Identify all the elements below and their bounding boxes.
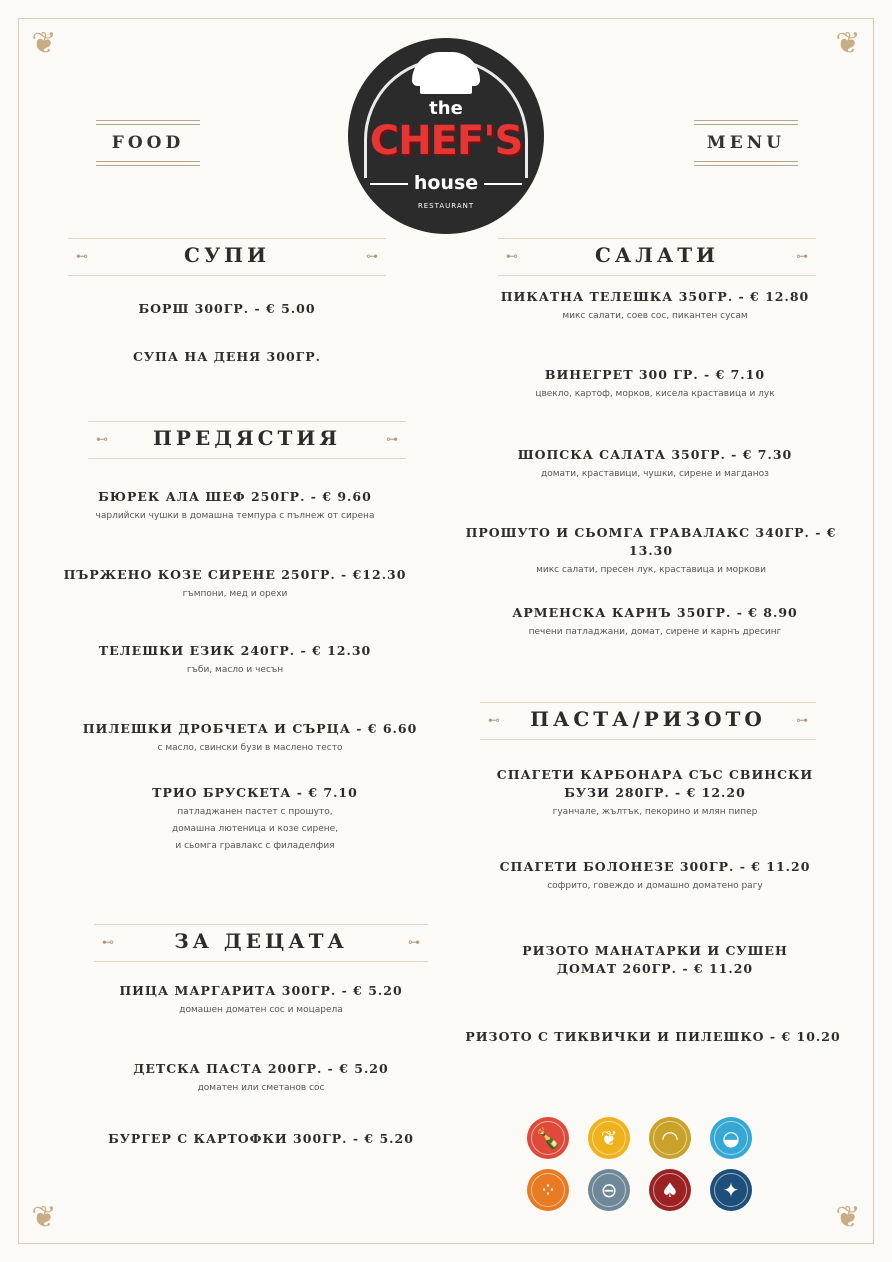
corner-ornament-icon: ❦ bbox=[31, 1200, 57, 1235]
ornament-icon: ⊶ bbox=[796, 249, 808, 263]
ornament-icon: ⊶ bbox=[796, 713, 808, 727]
menu-item: БУРГЕР С КАРТОФКИ 300ГР. - € 5.20 bbox=[108, 1131, 414, 1146]
section-header-starters bbox=[88, 421, 406, 459]
ornament-icon: ⊷ bbox=[102, 935, 114, 949]
shell-icon: ◒ bbox=[710, 1117, 752, 1159]
menu-item: ПРОШУТО И СЬОМГА ГРАВАЛАКС 340ГР. - € 13.30 микс салати, пресен лук, краставица и моркови bbox=[465, 525, 837, 575]
ornament-icon: ⊷ bbox=[506, 249, 518, 263]
fish-icon: ✦ bbox=[710, 1169, 752, 1211]
restaurant-logo bbox=[348, 38, 544, 234]
corner-ornament-icon: ❦ bbox=[31, 26, 57, 61]
logo-the: the bbox=[429, 98, 463, 119]
section-title: ЗА ДЕЦАТА bbox=[174, 929, 348, 953]
peanut-icon: ⁘ bbox=[527, 1169, 569, 1211]
menu-item: ПЪРЖЕНО КОЗЕ СИРЕНЕ 250ГР. - €12.30 гъмпони, мед и орехи bbox=[63, 567, 407, 599]
wheat-icon: ❦ bbox=[588, 1117, 630, 1159]
menu-item: СУПА НА ДЕНЯ 300ГР. bbox=[132, 349, 322, 364]
egg-icon: ⊖ bbox=[588, 1169, 630, 1211]
ornament-icon: ⊷ bbox=[488, 713, 500, 727]
food-label: FOOD bbox=[96, 112, 200, 174]
menu-item: СПАГЕТИ КАРБОНАРА СЪС СВИНСКИ БУЗИ 280ГР. - € 12.20 гуанчале, жълтък, пекорино и млян пипер bbox=[496, 767, 814, 817]
section-header-soups bbox=[68, 238, 386, 276]
menu-item: ДЕТСКА ПАСТА 200ГР. - € 5.20 доматен или сметанов сос bbox=[133, 1061, 389, 1093]
corner-ornament-icon: ❦ bbox=[835, 26, 861, 61]
ornament-icon: ⊷ bbox=[96, 432, 108, 446]
menu-item: ПИЛЕШКИ ДРОБЧЕТА И СЪРЦА - € 6.60 с масло, свински бузи в маслено тесто bbox=[82, 721, 418, 753]
menu-item: ТРИО БРУСКЕТА - € 7.10 патладжанен пастет с прошуто, домашна лютеница и козе сирене, и сьомга гравлакс с филаделфия bbox=[152, 785, 358, 851]
menu-item: РИЗОТО С ТИКВИЧКИ И ПИЛЕШКО - € 10.20 bbox=[465, 1029, 841, 1044]
menu-item: СПАГЕТИ БОЛОНЕЗЕ 300ГР. - € 11.20 софрито, говеждо и домашно доматено рагу bbox=[499, 859, 811, 891]
section-header-pasta bbox=[480, 702, 816, 740]
menu-item: БЮРЕК АЛА ШЕФ 250ГР. - € 9.60 чарлийски чушки в домашна темпура с пълнеж от сирена bbox=[95, 489, 375, 521]
logo-restaurant: RESTAURANT bbox=[417, 202, 475, 210]
bottle-icon: 🍾 bbox=[527, 1117, 569, 1159]
menu-label: MENU bbox=[694, 112, 798, 174]
logo-chefs: CHEF'S bbox=[369, 118, 523, 164]
menu-item: ПИКАТНА ТЕЛЕШКА 350ГР. - € 12.80 микс салати, соев сос, пикантен сусам bbox=[500, 289, 810, 321]
menu-item: БОРШ 300ГР. - € 5.00 bbox=[138, 301, 316, 316]
section-header-kids bbox=[94, 924, 428, 962]
ornament-icon: ⊷ bbox=[76, 249, 88, 263]
ornament-icon: ⊶ bbox=[366, 249, 378, 263]
menu-item: РИЗОТО МАНАТАРКИ И СУШЕН ДОМАТ 260ГР. - € 11.20 bbox=[522, 943, 788, 976]
section-header-salads bbox=[498, 238, 816, 276]
nut-icon: ♠ bbox=[649, 1169, 691, 1211]
menu-item: ТЕЛЕШКИ ЕЗИК 240ГР. - € 12.30 гъби, масло и чесън bbox=[98, 643, 372, 675]
menu-item: ШОПСКА САЛАТА 350ГР. - € 7.30 домати, краставици, чушки, сирене и магданоз bbox=[517, 447, 793, 479]
menu-item: ПИЦА МАРГАРИТА 300ГР. - € 5.20 домашен доматен сос и моцарела bbox=[119, 983, 403, 1015]
section-title: ПАСТА/РИЗОТО bbox=[530, 707, 766, 731]
logo-house: house bbox=[413, 172, 479, 194]
section-title: САЛАТИ bbox=[595, 243, 719, 267]
ornament-icon: ⊶ bbox=[386, 432, 398, 446]
section-title: ПРЕДЯСТИЯ bbox=[153, 426, 341, 450]
chef-hat-icon bbox=[412, 52, 480, 86]
menu-item: АРМЕНСКА КАРНЪ 350ГР. - € 8.90 печени патладжани, домат, сирене и карнъ дресинг bbox=[512, 605, 798, 637]
corner-ornament-icon: ❦ bbox=[835, 1200, 861, 1235]
section-title: СУПИ bbox=[184, 243, 270, 267]
menu-item: ВИНЕГРЕТ 300 ГР. - € 7.10 цвекло, картоф, морков, кисела краставица и лук bbox=[535, 367, 775, 399]
ornament-icon: ⊶ bbox=[408, 935, 420, 949]
shrimp-icon: ◠ bbox=[649, 1117, 691, 1159]
